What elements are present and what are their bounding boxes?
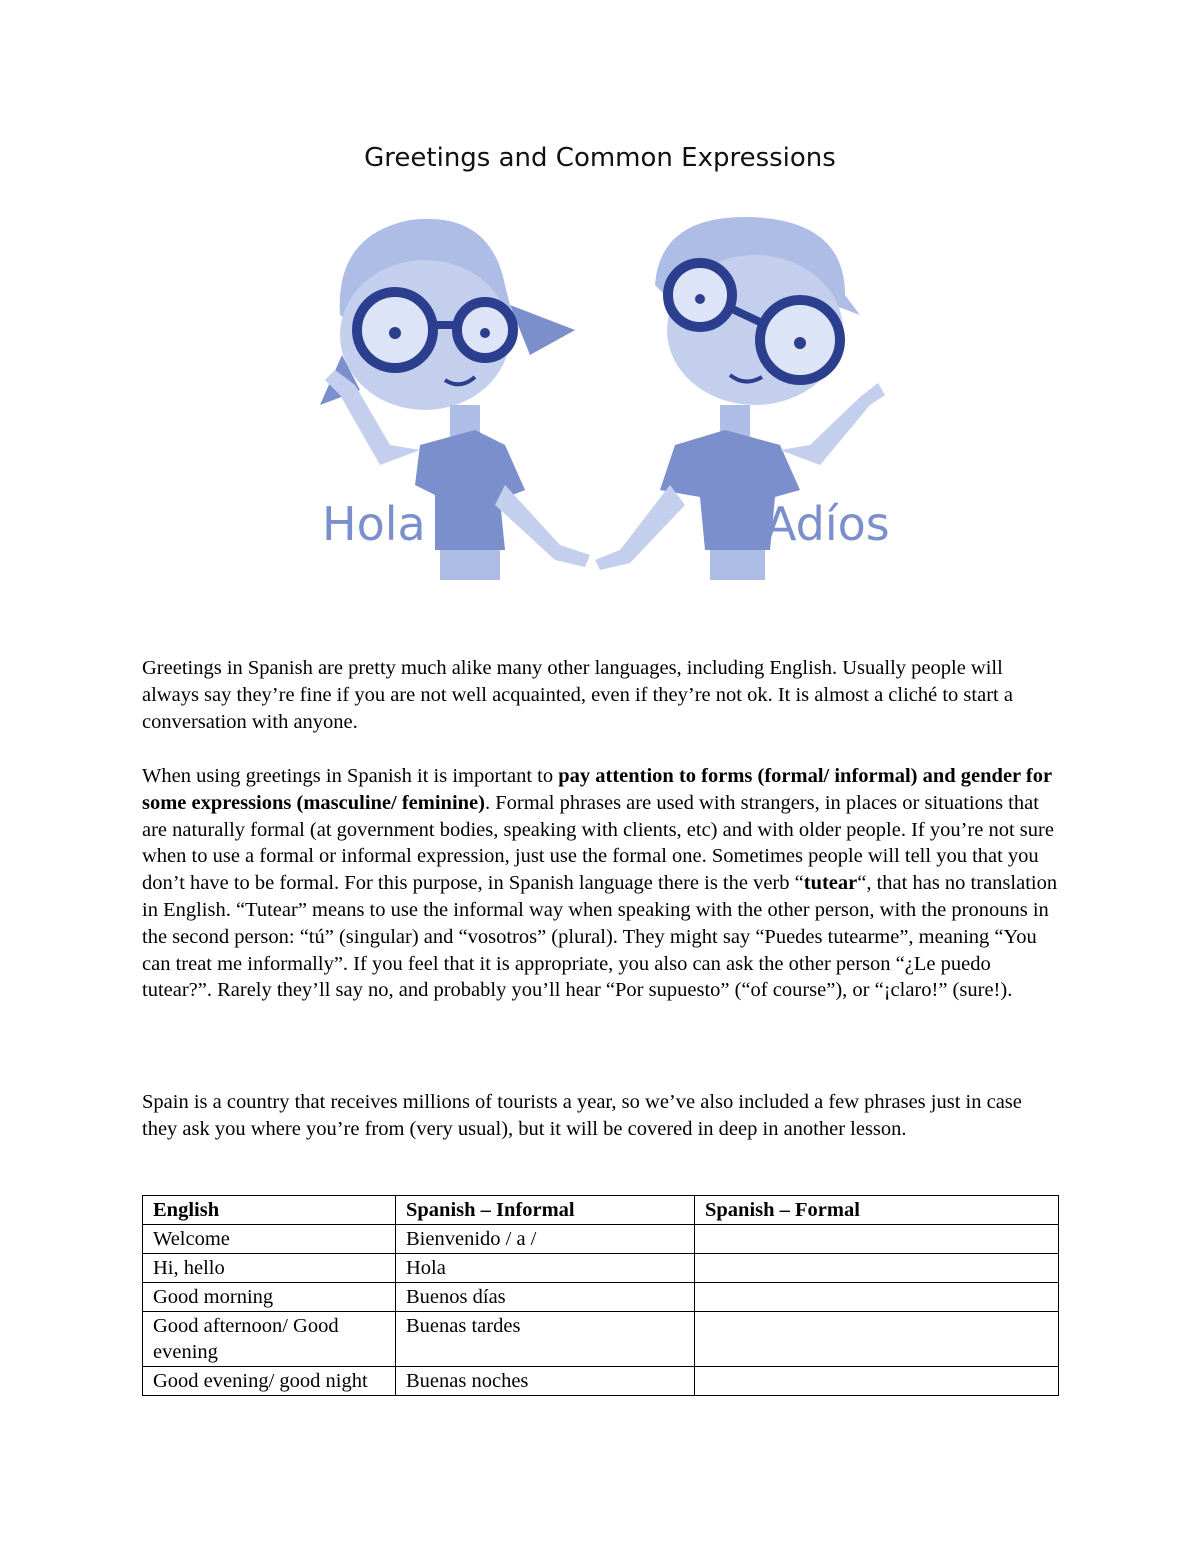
adios-label: Adíos: [765, 497, 890, 551]
tutear-term: tutear: [803, 872, 858, 895]
cell-formal: [695, 1367, 1059, 1396]
cell-informal: Buenas tardes: [396, 1312, 695, 1367]
greeting-kids-illustration: [300, 205, 900, 585]
table-row: [143, 1312, 1059, 1367]
cell-informal: Bienvenido / a /: [396, 1225, 695, 1254]
cell-formal: [695, 1254, 1059, 1283]
header-english: English: [143, 1196, 396, 1225]
formality-emphasis: pay attention to forms (formal/ informal) and gender for some expressions (masculine/ feminine): [142, 765, 1052, 814]
table-header-row: [143, 1196, 1059, 1225]
cell-english: Welcome: [143, 1225, 396, 1254]
formality-text-1: When using greetings in Spanish it is important to: [142, 765, 559, 787]
page-title: Greetings and Common Expressions: [364, 143, 836, 173]
formality-text-3: “, that has no translation in English. “Tutear” means to use the informal way when speaking with the other person, with the pronouns in the second person: “tú” (singular) and “vosotros” (plural). They might say “Puedes tutearme”, meaning “You can treat me informally”. If you feel that it is appropriate, you also can ask the other person “¿Le puedo tutear?”. Rarely they’ll say no, and probably you’ll hear “Por supuesto” (“of course”), or “¡claro!” (sure!).: [142, 872, 1058, 1002]
cell-english: Hi, hello: [143, 1254, 396, 1283]
hola-label: Hola: [322, 497, 426, 551]
header-informal: Spanish – Informal: [396, 1196, 695, 1225]
expressions-table: [142, 1195, 1059, 1396]
cell-informal: Buenas noches: [396, 1367, 695, 1396]
cell-formal: [695, 1225, 1059, 1254]
table-row: [143, 1367, 1059, 1396]
intro-text: Greetings in Spanish are pretty much alike many other languages, including English. Usually people will always say they’re fine if you are not well acquainted, even if they’re not ok. It is almost a cliché to start a conversation with anyone.: [142, 657, 1013, 733]
header-formal: Spanish – Formal: [695, 1196, 1059, 1225]
cell-english: Good evening/ good night: [143, 1367, 396, 1396]
tourism-paragraph: [142, 1089, 1062, 1143]
formality-text-2: . Formal phrases are used with strangers, in places or situations that are naturally formal (at government bodies, speaking with clients, etc) and with older people. If you’re not sure when to use a formal or informal expression, just use the formal one. Sometimes people will tell you that you don’t have to be formal. For this purpose, in Spanish language there is the verb “: [142, 791, 1054, 895]
cell-informal: Buenos días: [396, 1283, 695, 1312]
cell-formal: [695, 1312, 1059, 1367]
tourism-text: Spain is a country that receives millions of tourists a year, so we’ve also included a few phrases just in case they ask you where you’re from (very usual), but it will be covered in deep in another lesson.: [142, 1091, 1022, 1140]
cell-formal: [695, 1283, 1059, 1312]
cell-english: Good morning: [143, 1283, 396, 1312]
cell-informal: Hola: [396, 1254, 695, 1283]
table-row: [143, 1254, 1059, 1283]
table-row: [143, 1225, 1059, 1254]
formality-paragraph: [142, 763, 1062, 1004]
table-row: [143, 1283, 1059, 1312]
cell-english: Good afternoon/ Good evening: [143, 1312, 396, 1367]
intro-paragraph: [142, 655, 1062, 735]
